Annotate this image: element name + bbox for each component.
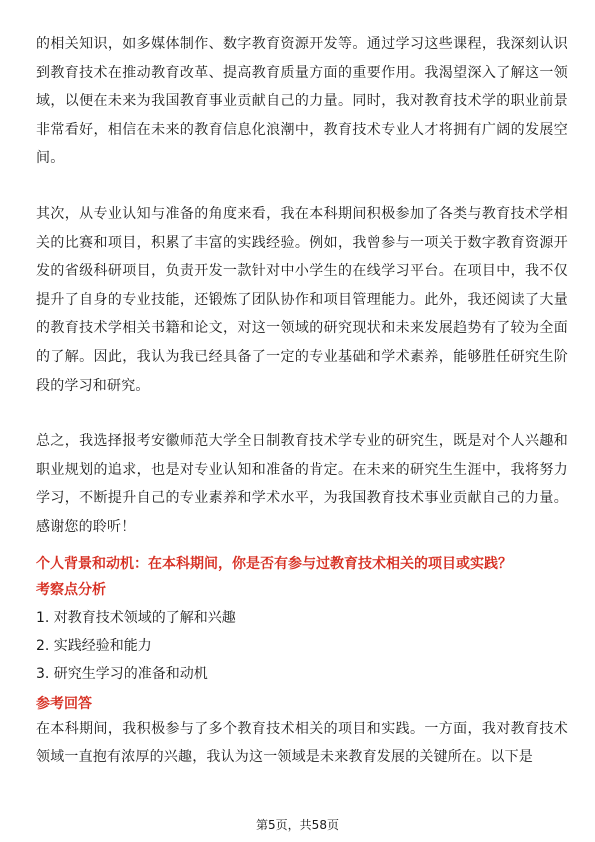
answer-text: 在本科期间，我积极参与了多个教育技术相关的项目和实践。一方面，我对教育技术领域一直抱有浓厚的兴趣，我认为这一领域是未来教育发展的关键所在。以下是 <box>36 720 568 766</box>
page-content <box>36 30 568 772</box>
body-paragraph-2: 其次，从专业认知与准备的角度来看，我在本科期间积极参加了各类与教育技术学相关的比赛和项目，积累了丰富的实践经验。例如，我曾参与一项关于数字教育资源开发的省级科研项目，负责开发一款针对中小学生的在线学习平台。在项目中，我不仅提升了自身的专业技能，还锻炼了团队协作和项目管理能力。此外，我还阅读了大量的教育技术学相关书籍和论文，对这一领域的研究现状和未来发展趋势有了较为全面的了解。因此，我认为我已经具备了一定的专业基础和学术素养，能够胜任研究生阶段的学习和研究。 <box>36 205 568 394</box>
body-paragraph-1: 的相关知识，如多媒体制作、数字教育资源开发等。通过学习这些课程，我深刻认识到教育技术在推动教育改革、提高教育质量方面的重要作用。我渴望深入了解这一领域，以便在未来为我国教育事业贡献自己的力量。同时，我对教育技术学的职业前景非常看好，相信在未来的教育信息化浪潮中，教育技术专业人才将拥有广阔的发展空间。 <box>36 36 568 167</box>
page-number-footer: 第5页，共58页 <box>256 818 339 832</box>
question-heading: 个人背景和动机：在本科期间，你是否有参与过教育技术相关的项目或实践？ <box>36 555 512 572</box>
body-paragraph-3: 总之，我选择报考安徽师范大学全日制教育技术学专业的研究生，既是对个人兴趣和职业规划的追求，也是对专业认知和准备的肯定。在未来的研究生生涯中，我将努力学习，不断提升自己的专业素养和学术水平，为我国教育技术事业贡献自己的力量。感谢您的聆听！ <box>36 433 568 535</box>
analysis-item-2: 2. 实践经验和能力 <box>36 637 152 654</box>
analysis-heading: 考察点分析 <box>36 581 106 598</box>
analysis-item-3: 3. 研究生学习的准备和动机 <box>36 665 208 682</box>
analysis-item-1: 1. 对教育技术领域的了解和兴趣 <box>36 609 236 626</box>
answer-heading: 参考回答 <box>36 695 92 712</box>
